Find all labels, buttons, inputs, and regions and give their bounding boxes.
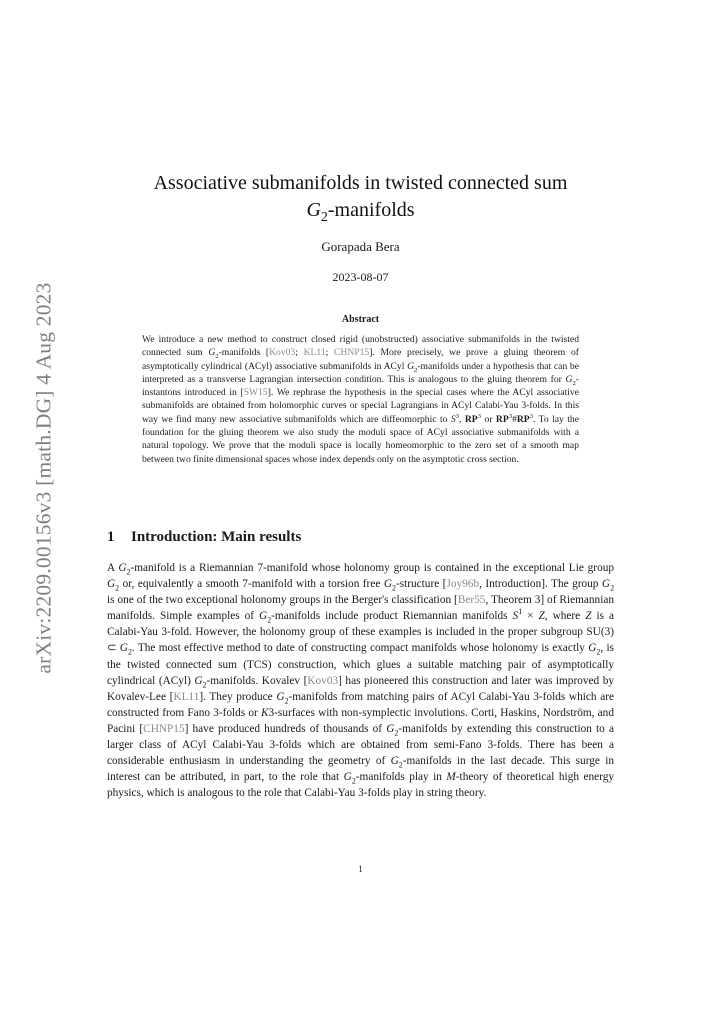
citation-link[interactable]: CHNP15 [143,722,185,735]
section-paragraph: A $G_2$-manifold is a Riemannian 7-manifold whose holonomy group is contained in the exceptional Lie group $G_2$ or, equivalently a smooth 7-manifold with a torsion free $G_2$-structure [Joy96b, Introduction]. The group $G_2$ is one of the two exceptional holonomy groups in the Berger's classification [Ber55, Theorem 3] of Riemannian manifolds. Simple examples of $G_2$-manifolds include product Riemannian manifolds $S^1 \times Z$, where Z is a Calabi-Yau 3-fold. However, the holonomy group of these examples is included in the proper subgroup SU(3) ⊂ $G_2$. The most effective method to date of constructing compact manifolds whose holonomy is exactly $G_2$, is the twisted connected sum (TCS) construction, which glues a suitable matching pair of asymptotically cylindrical (ACyl) $G_2$-manifolds. Kovalev [Kov03] has pioneered this construction and later was improved by Kovalev-Lee [KL11]. They produce $G_2$-manifolds from matching pairs of ACyl Calabi-Yau 3-folds which are constructed from Fano 3-folds or K3-surfaces with non-symplectic involutions. Corti, Haskins, Nordström, and Pacini [CHNP15] have produced hundreds of thousands of $G_2$-manifolds by extending this construction to a larger class of ACyl Calabi-Yau 3-folds which are obtained from semi-Fano 3-folds. There has been a considerable enthusiasm in understanding the geometry of $G_2$-manifolds in the last decade. This surge in interest can be attributed, in part, to the role that $G_2$-manifolds play in M-theory of theoretical high energy physics, which is analogous to the role that Calabi-Yau 3-folds play in string theory. [107,562,615,800]
author-name: Gorapada Bera [321,239,400,254]
citation-link[interactable]: Joy96b [446,578,480,591]
abstract-heading: Abstract [341,314,380,325]
citation-link[interactable]: KL11 [303,347,326,359]
math-symbol: 2 [398,760,403,770]
arxiv-stamp: arXiv:2209.00156v3 [math.DG] 4 Aug 2023 [31,282,56,674]
math-symbol: G [194,674,203,687]
math-symbol: RP [464,413,478,425]
math-symbol: 1 [518,607,523,617]
math-symbol: 2 [202,679,207,689]
math-symbol: G [343,771,352,784]
math-symbol: M [446,771,456,784]
citation-link[interactable]: Kov03 [307,674,339,687]
math-symbol: S [512,610,519,623]
math-symbol: 2 [596,647,601,657]
math-symbol: G [407,360,414,372]
math-symbol: 2 [414,366,418,374]
math-symbol: 2 [267,615,272,625]
citation-link[interactable]: SW15 [243,387,268,399]
paper-title [0,170,721,224]
title-suffix: -manifolds [327,199,415,221]
title-line-1: Associative submanifolds in twisted connected sum [153,172,568,194]
math-symbol: 2 [391,583,396,593]
math-symbol: RP [516,413,530,425]
math-symbol: 3 [508,412,513,420]
math-symbol: G [601,578,611,591]
math-symbol: G [259,610,268,623]
math-symbol: 2 [351,776,356,786]
citation-link[interactable]: Ber55 [457,594,486,607]
math-symbol: G [565,373,573,385]
math-symbol: 2 [215,353,219,361]
math-symbol: 2 [127,647,132,657]
math-symbol: 2 [610,583,615,593]
math-symbol: 2 [115,583,120,593]
section-number: 1 [107,529,115,545]
math-symbol: 2 [284,696,289,705]
page-number: 1 [358,864,363,874]
title-g-subscript: 2 [320,210,328,225]
title-line-2 [0,197,721,224]
math-symbol: Z [585,610,592,623]
section-heading [107,529,301,546]
math-symbol: 2 [572,379,576,387]
math-symbol: G [119,642,128,655]
math-symbol: G [118,562,127,574]
section-title: Introduction: Main results [131,529,302,545]
math-symbol: K [260,706,269,719]
math-symbol: RP [495,413,509,425]
math-symbol: G [386,722,395,735]
math-symbol: G [390,755,399,768]
citation-link[interactable]: CHNP15 [334,347,370,359]
math-symbol: Z [538,610,545,623]
math-symbol: 2 [394,728,399,738]
math-symbol: G [383,578,392,591]
math-symbol: 3 [529,412,534,420]
citation-link[interactable]: Kov03 [269,347,296,359]
title-g: G [306,199,321,221]
math-symbol: G [107,578,116,591]
math-symbol: 2 [126,567,131,577]
math-symbol: 3 [477,412,482,420]
math-symbol: G [276,690,285,703]
math-symbol: G [588,642,597,655]
abstract-body: We introduce a new method to construct closed rigid (unobstructed) associative submanifolds in the twisted connected sum $G_2$-manifolds [Kov03; KL11; CHNP15]. More precisely, we prove a gluing theorem of asymptotically cylindrical (ACyl) associative submanifolds in ACyl $G_2$-manifolds under a hypothesis that can be interpreted as a transverse Lagrangian intersection condition. This is analogous to the gluing theorem for $G_2$-instantons introduced in [SW15]. We rephrase the hypothesis in the special cases where the ACyl associative submanifolds are obtained from holomorphic curves or special Lagrangians in ACyl Calabi-Yau 3-folds. In this way we find many new associative submanifolds which are diffeomorphic to $S^3$, $RP^3$ or $RP^3\#RP^3$. To lay the foundation for the gluing theorem we also study the moduli space of ACyl associative submanifolds with a natural topology. We prove that the moduli space is locally homeomorphic to the zero set of a smooth map between two finite dimensional spaces whose index depends only on the asymptotic cross section. [142,334,579,465]
citation-link[interactable]: KL11 [173,690,200,703]
math-symbol: 3 [455,412,460,420]
math-symbol: S [450,413,456,425]
publication-date: 2023-08-07 [332,270,389,284]
math-symbol: G [208,347,216,359]
